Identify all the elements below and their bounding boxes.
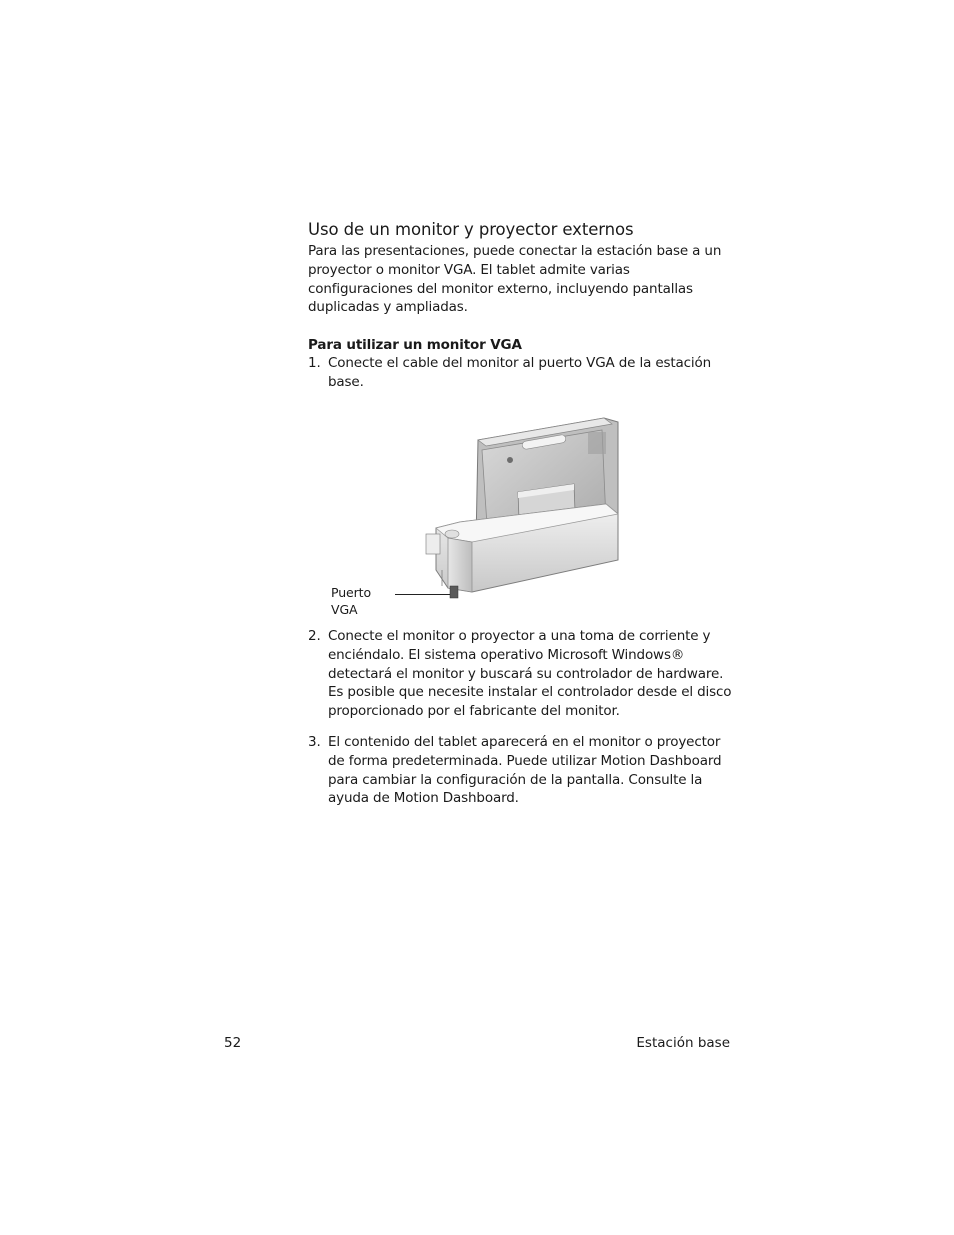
step-number: 3. [308,734,321,750]
callout-line-1: Puerto [331,585,372,600]
step-number: 2. [308,628,321,644]
section-heading: Uso de un monitor y proyector externos [308,220,634,239]
step-2 [308,627,738,721]
callout-line-2: VGA [331,602,358,617]
page-number: 52 [224,1035,242,1051]
step-number: 1. [308,355,321,371]
procedure-heading: Para utilizar un monitor VGA [308,337,522,353]
footer-section-name: Estación base [636,1035,730,1051]
step-text: Conecte el cable del monitor al puerto VGA de la estación base. [328,355,712,390]
step-text: Conecte el monitor o proyector a una toma de corriente y enciéndalo. El sistema operativo Microsoft Windows® detectará el monitor y buscará su controlador de hardware. Es posible que necesite instalar el controlador desde el disco proporcionado por el fabricante del monitor. [328,628,732,720]
vga-port-callout [331,584,371,618]
step-text: El contenido del tablet aparecerá en el monitor o proyector de forma predeterminada. Puede utilizar Motion Dashboard para cambiar la configuración de la pantalla. Consulte la ayuda de Motion Dashboard. [328,734,722,807]
tablet-dock-illustration [412,410,627,610]
intro-paragraph: Para las presentaciones, puede conectar la estación base a un proyector o monitor VGA. El tablet admite varias configuraciones del monitor externo, incluyendo pantallas duplicadas y ampliadas. [308,243,722,316]
callout-leader-line [395,594,450,595]
step-3 [308,733,738,808]
step-1 [308,354,738,392]
